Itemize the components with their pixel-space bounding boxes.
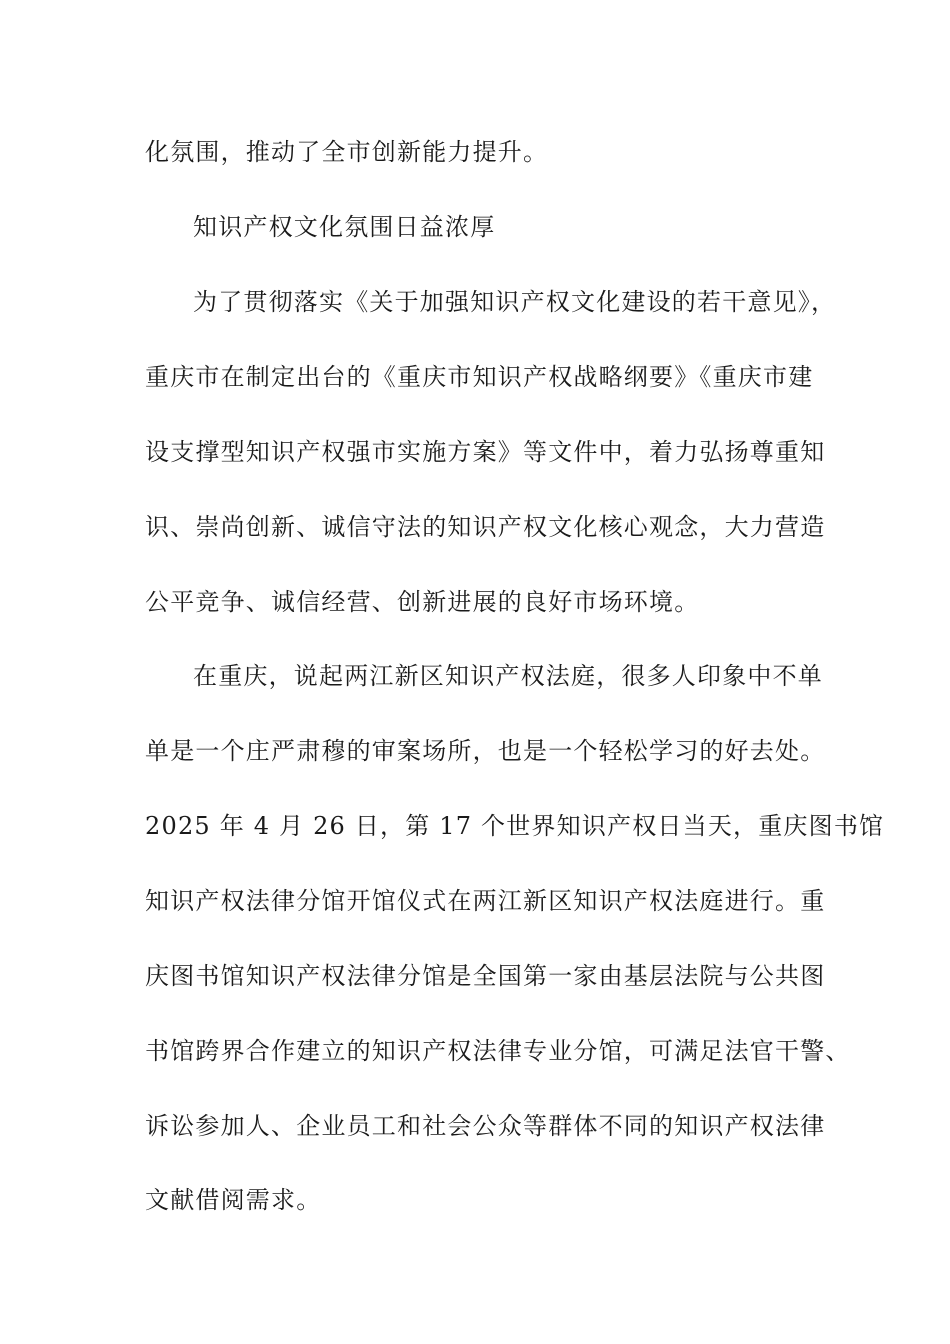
text-line: 化氛围，推动了全市创新能力提升。 [145, 138, 549, 166]
text-line: 知识产权法律分馆开馆仪式在两江新区知识产权法庭进行。重 [145, 887, 826, 915]
text-line: 2025 年 4 月 26 日，第 17 个世界知识产权日当天，重庆图书馆 [145, 812, 885, 840]
text-line: 单是一个庄严肃穆的审案场所，也是一个轻松学习的好去处。 [145, 737, 826, 765]
text-line: 设支撑型知识产权强市实施方案》等文件中，着力弘扬尊重知 [145, 438, 826, 466]
text-line: 在重庆，说起两江新区知识产权法庭，很多人印象中不单 [193, 662, 823, 690]
text-line: 文献借阅需求。 [145, 1186, 322, 1214]
text-line: 重庆市在制定出台的《重庆市知识产权战略纲要》《重庆市建 [145, 363, 814, 391]
text-line: 庆图书馆知识产权法律分馆是全国第一家由基层法院与公共图 [145, 962, 826, 990]
text-line: 书馆跨界合作建立的知识产权法律专业分馆，可满足法官干警、 [145, 1037, 851, 1065]
text-line: 公平竞争、诚信经营、创新进展的良好市场环境。 [145, 588, 700, 616]
text-line: 识、崇尚创新、诚信守法的知识产权文化核心观念，大力营造 [145, 513, 826, 541]
text-line: 为了贯彻落实《关于加强知识产权文化建设的若干意见》， [193, 288, 837, 316]
section-heading: 知识产权文化氛围日益浓厚 [193, 213, 496, 241]
text-line: 诉讼参加人、企业员工和社会公众等群体不同的知识产权法律 [145, 1112, 826, 1140]
